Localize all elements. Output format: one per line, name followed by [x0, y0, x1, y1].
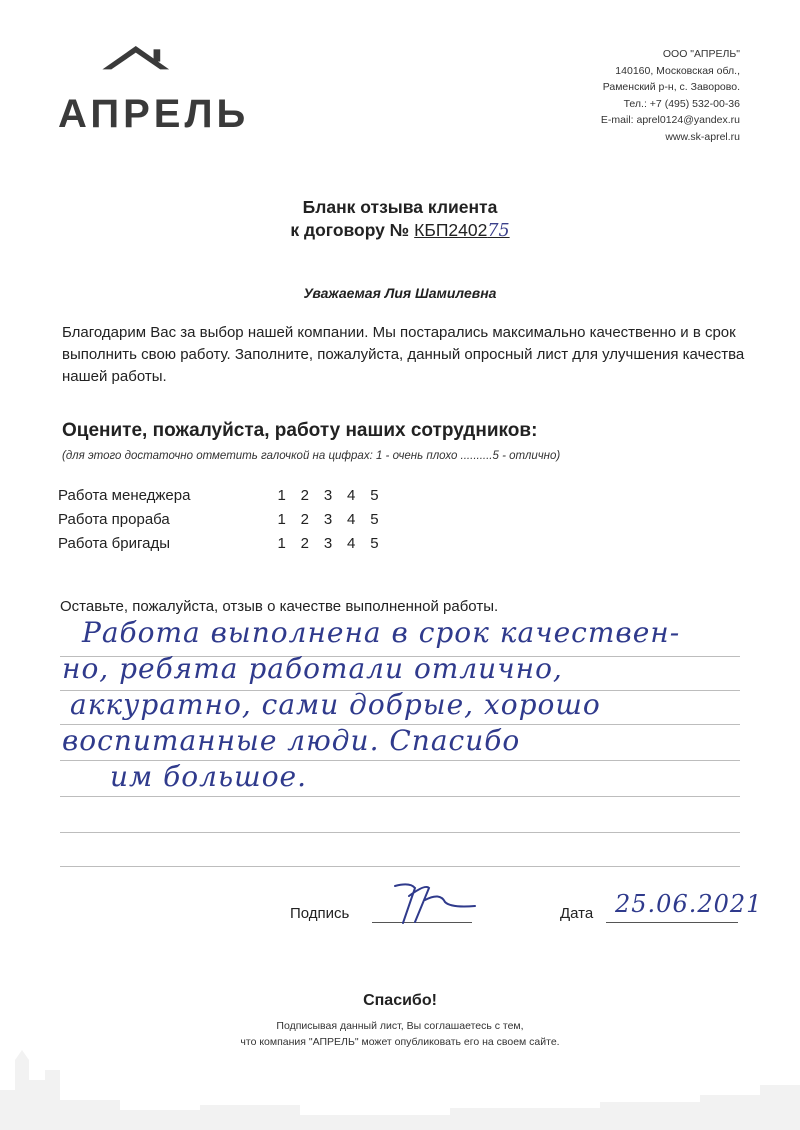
company-email: E-mail: aprel0124@yandex.ru — [600, 114, 740, 126]
rating-option-5[interactable]: 5 — [370, 511, 379, 528]
rating-heading: Оцените, пожалуйста, работу наших сотрудников: — [62, 420, 538, 441]
rating-option-4[interactable]: 4 — [347, 487, 356, 504]
feedback-handwritten-line[interactable]: аккуратно, сами добрые, хорошо — [70, 688, 601, 721]
footer-consent-line1: Подписывая данный лист, Вы соглашаетесь с тем, — [276, 1020, 524, 1032]
date-line[interactable] — [606, 922, 738, 923]
footer-consent-line2: что компания "АПРЕЛЬ" может опубликовать его на своем сайте. — [240, 1036, 560, 1048]
form-title — [0, 196, 800, 243]
rating-option-1[interactable]: 1 — [277, 487, 286, 504]
company-website: www.sk-aprel.ru — [665, 130, 740, 143]
signature-label: Подпись — [290, 905, 350, 922]
rating-option-5[interactable]: 5 — [370, 487, 379, 504]
contract-number-handwritten: 75 — [487, 221, 510, 241]
rating-option-2[interactable]: 2 — [300, 535, 310, 552]
company-phone: Тел.: +7 (495) 532-00-36 — [623, 97, 740, 110]
rating-option-1[interactable]: 1 — [277, 535, 286, 552]
rating-row-label: Работа прораба — [58, 511, 170, 528]
footer-consent — [0, 1018, 800, 1050]
rating-note: (для этого достаточно отметить галочкой на цифрах: 1 - очень плохо ..........5 - отлично) — [62, 450, 561, 462]
feedback-line — [60, 796, 740, 797]
rating-option-3[interactable]: 3 — [323, 535, 333, 552]
date-label: Дата — [560, 905, 594, 922]
feedback-handwritten-line[interactable]: но, ребята работали отлично, — [62, 652, 563, 685]
contract-number — [414, 220, 509, 240]
rating-option-3[interactable]: 3 — [323, 487, 333, 504]
rating-option-5[interactable]: 5 — [370, 535, 379, 552]
company-name: ООО "АПРЕЛЬ" — [662, 48, 740, 60]
company-address-1: 140160, Московская обл., — [615, 64, 740, 77]
rating-option-3[interactable]: 3 — [323, 511, 333, 528]
company-logo-roof — [58, 46, 258, 96]
rating-row-crew — [58, 535, 384, 552]
greeting: Уважаемая Лия Шамилевна — [303, 285, 497, 301]
form-title-line2 — [0, 219, 800, 243]
rating-option-4[interactable]: 4 — [347, 511, 356, 528]
handwritten-signature — [385, 878, 480, 928]
rating-option-2[interactable]: 2 — [300, 487, 310, 504]
form-title-line1: Бланк отзыва клиента — [302, 197, 498, 217]
rating-option-2[interactable]: 2 — [300, 511, 310, 528]
rating-row-manager — [58, 487, 384, 504]
rating-row-foreman — [58, 511, 384, 528]
company-address-2: Раменский р-н, с. Заворово. — [602, 81, 740, 93]
contract-number-printed: КБП2402 — [414, 220, 488, 240]
feedback-line — [60, 832, 740, 833]
feedback-prompt: Оставьте, пожалуйста, отзыв о качестве выполненной работы. — [60, 598, 499, 615]
rating-option-1[interactable]: 1 — [277, 511, 286, 528]
company-logo-text: АПРЕЛЬ — [58, 92, 250, 136]
company-details — [500, 46, 740, 145]
intro-text: Благодарим Вас за выбор нашей компании. Мы постарались максимально качественно и в срок выполнить свою работу. Заполните, пожалуйста, данный опросный лист для улучшения качества нашей работы. — [62, 324, 745, 385]
contract-prefix: к договору № — [290, 220, 410, 240]
feedback-handwritten-line[interactable]: воспитанные люди. Спасибо — [62, 724, 521, 757]
feedback-handwritten-line[interactable]: Работа выполнена в срок качествен- — [82, 616, 681, 649]
rating-row-label: Работа бригады — [58, 535, 170, 552]
feedback-line — [60, 866, 740, 867]
date-handwritten[interactable]: 25.06.2021 — [615, 890, 763, 918]
rating-option-4[interactable]: 4 — [347, 535, 356, 552]
rating-row-label: Работа менеджера — [58, 487, 191, 504]
footer-thanks: Спасибо! — [363, 992, 437, 1009]
feedback-handwritten-line[interactable]: им большое. — [110, 760, 308, 793]
